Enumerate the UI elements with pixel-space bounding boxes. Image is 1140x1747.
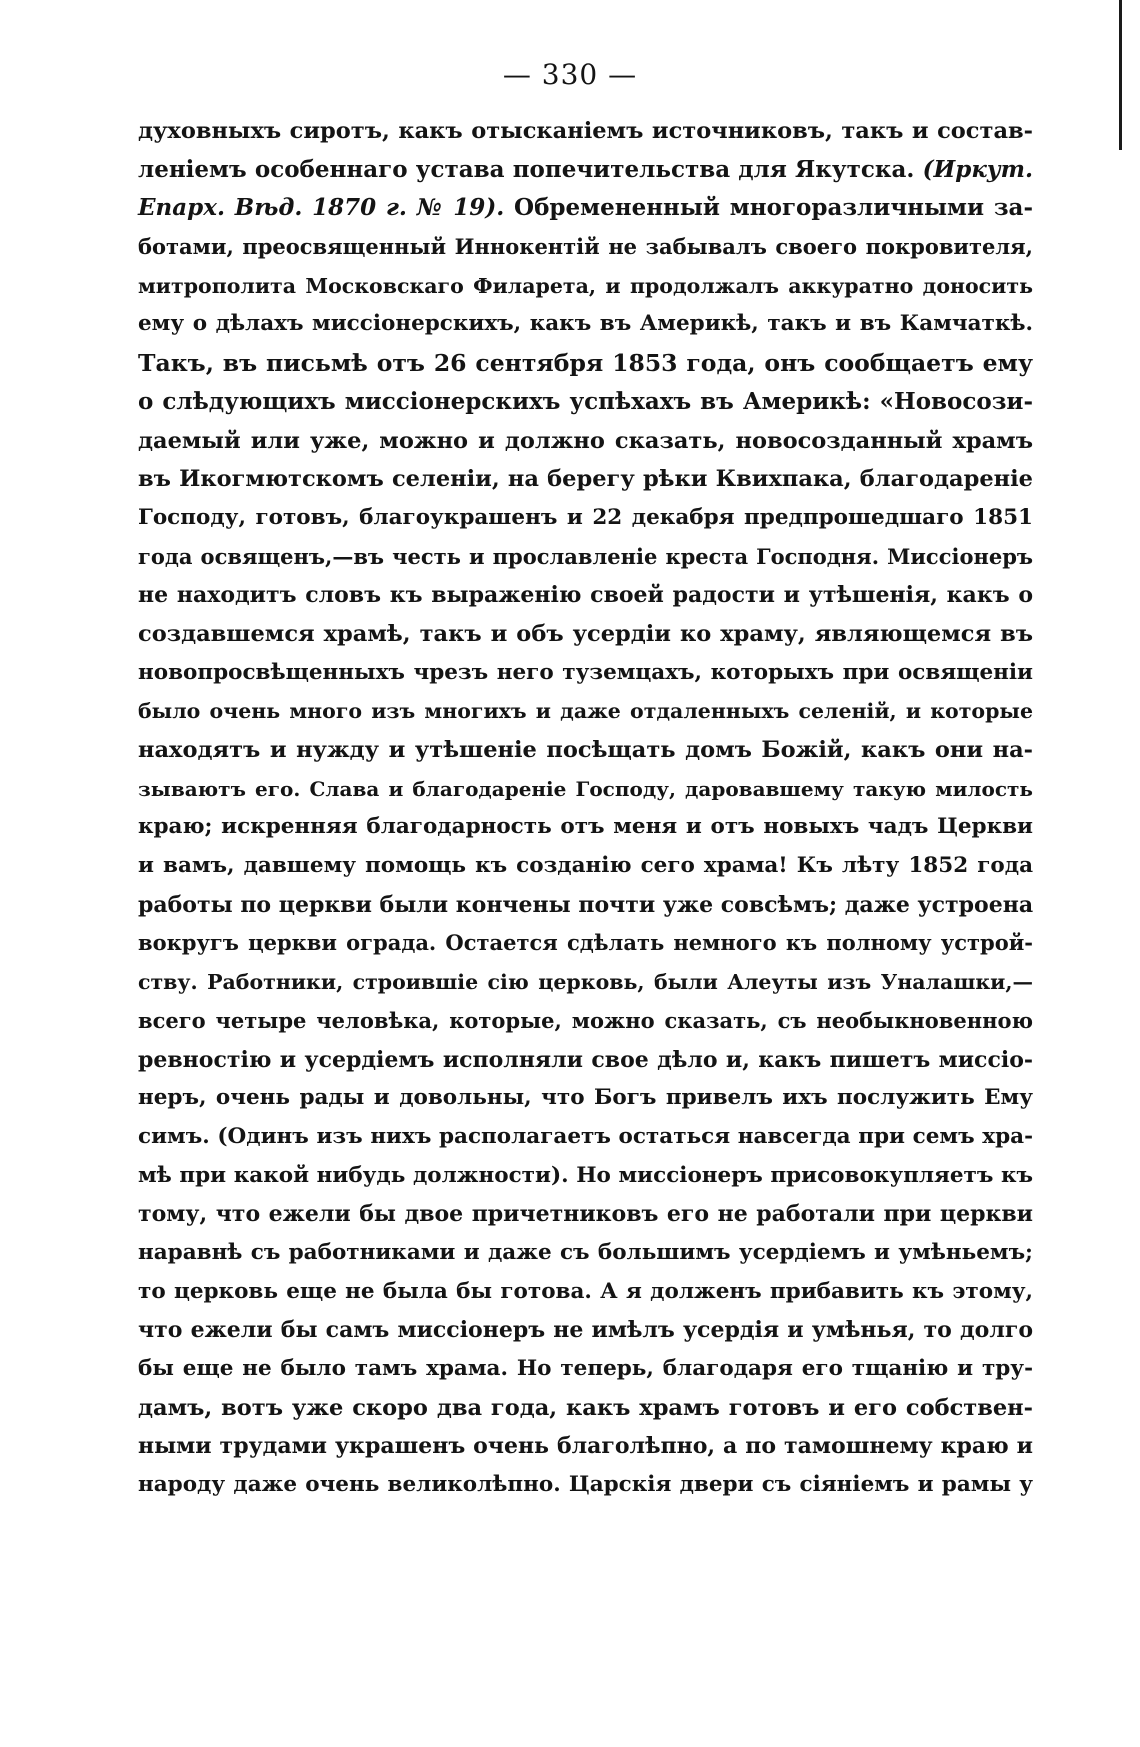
text-line xyxy=(138,151,1033,190)
text-line: вокругъ церкви ограда. Остается сдѣлать немного къ полному устрой- xyxy=(138,930,1033,956)
text-line: то церковь еще не была бы готова. А я долженъ прибавить къ этому, xyxy=(138,1278,1033,1304)
text-line: ству. Работники, строившіе сію церковь, были Алеуты изъ Уналашки,— xyxy=(138,970,1033,995)
text-line: духовныхъ сиротъ, какъ отысканіемъ источниковъ, такъ и состав- xyxy=(138,118,1033,144)
text-line: тому, что ежели бы двое причетниковъ его не работали при церкви xyxy=(138,1201,1033,1228)
text-line: митрополита Московскаго Филарета, и продолжалъ аккуратно доносить xyxy=(138,273,1033,298)
text-line: неръ, очень рады и довольны, что Богъ привелъ ихъ послужить Ему xyxy=(138,1085,1033,1111)
text-line: даемый или уже, можно и должно сказать, новосозданный храмъ xyxy=(138,427,1033,454)
text-segment: леніемъ особеннаго устава попечительства для Якутска. xyxy=(138,155,915,183)
text-line: о слѣдующихъ миссіонерскихъ успѣхахъ въ Америкѣ: «Новосози- xyxy=(138,387,1033,415)
text-line: Господу, готовъ, благоукрашенъ и 22 декабря предпрошедшаго 1851 xyxy=(138,504,1033,530)
text-line: создавшемся храмѣ, такъ и объ усердіи ко храму, являющемся въ xyxy=(138,620,1033,647)
text-line: ботами, преосвященный Иннокентій не забывалъ своего покровителя, xyxy=(138,234,1033,260)
text-segment: Обремененный многоразличными за- xyxy=(514,194,1034,222)
text-line: года освященъ,—въ честь и прославленіе креста Господня. Миссіонеръ xyxy=(138,543,1033,569)
text-line: ему о дѣлахъ миссіонерскихъ, какъ въ Америкѣ, такъ и въ Камчаткѣ. xyxy=(138,311,1033,337)
text-line: зываютъ его. Слава и благодареніе Господу, даровавшему такую милость xyxy=(138,776,1033,801)
text-line: симъ. (Одинъ изъ нихъ располагаетъ остаться навсегда при семъ хра- xyxy=(138,1123,1033,1149)
text-line: работы по церкви были кончены почти уже совсѣмъ; даже устроена xyxy=(138,891,1034,918)
text-line: всего четыре человѣка, которые, можно сказать, съ необыкновенною xyxy=(138,1007,1033,1033)
text-line: мѣ при какой нибудь должности). Но миссіонеръ присовокупляетъ къ xyxy=(138,1162,1033,1188)
citation-italic: Епарх. Вѣд. 1870 г. № 19). xyxy=(138,194,505,222)
page-number: — 330 — xyxy=(502,58,638,91)
text-line: и вамъ, давшему помощь къ созданію сего храма! Къ лѣту 1852 года xyxy=(138,853,1033,879)
text-line: Такъ, въ письмѣ отъ 26 сентября 1853 года, онъ сообщаетъ ему xyxy=(138,349,1033,378)
text-line: краю; искренняя благодарность отъ меня и отъ новыхъ чадъ Церкви xyxy=(138,814,1033,840)
text-line: новопросвѣщенныхъ чрезъ него туземцахъ, которыхъ при освященіи xyxy=(138,659,1033,685)
citation-italic: (Иркут. xyxy=(922,155,1033,183)
text-line: ными трудами украшенъ очень благолѣпно, а по тамошнему краю и xyxy=(138,1433,1033,1460)
text-line xyxy=(138,189,1033,228)
body-text xyxy=(138,112,1033,1505)
text-line: ревностію и усердіемъ исполняли свое дѣло и, какъ пишетъ миссіо- xyxy=(138,1046,1033,1073)
text-line: что ежели бы самъ миссіонеръ не имѣлъ усердія и умѣнья, то долго xyxy=(138,1317,1033,1344)
text-line: наравнѣ съ работниками и даже съ большимъ усердіемъ и умѣньемъ; xyxy=(138,1239,1033,1265)
text-line: бы еще не было тамъ храма. Но теперь, благодаря его тщанію и тру- xyxy=(138,1356,1033,1381)
text-line: народу даже очень великолѣпно. Царскія двери съ сіяніемъ и рамы у xyxy=(138,1472,1033,1498)
text-line: въ Икогмютскомъ селеніи, на берегу рѣки Квихпака, благодареніе xyxy=(138,466,1033,493)
text-line: дамъ, вотъ уже скоро два года, какъ храмъ готовъ и его собствен- xyxy=(138,1394,1033,1421)
text-line: было очень много изъ многихъ и даже отдаленныхъ селеній, и которые xyxy=(138,699,1033,724)
text-line: не находитъ словъ къ выраженію своей радости и утѣшенія, какъ о xyxy=(138,582,1033,609)
text-line: находятъ и нужду и утѣшеніе посѣщать домъ Божій, какъ они на- xyxy=(138,737,1033,763)
